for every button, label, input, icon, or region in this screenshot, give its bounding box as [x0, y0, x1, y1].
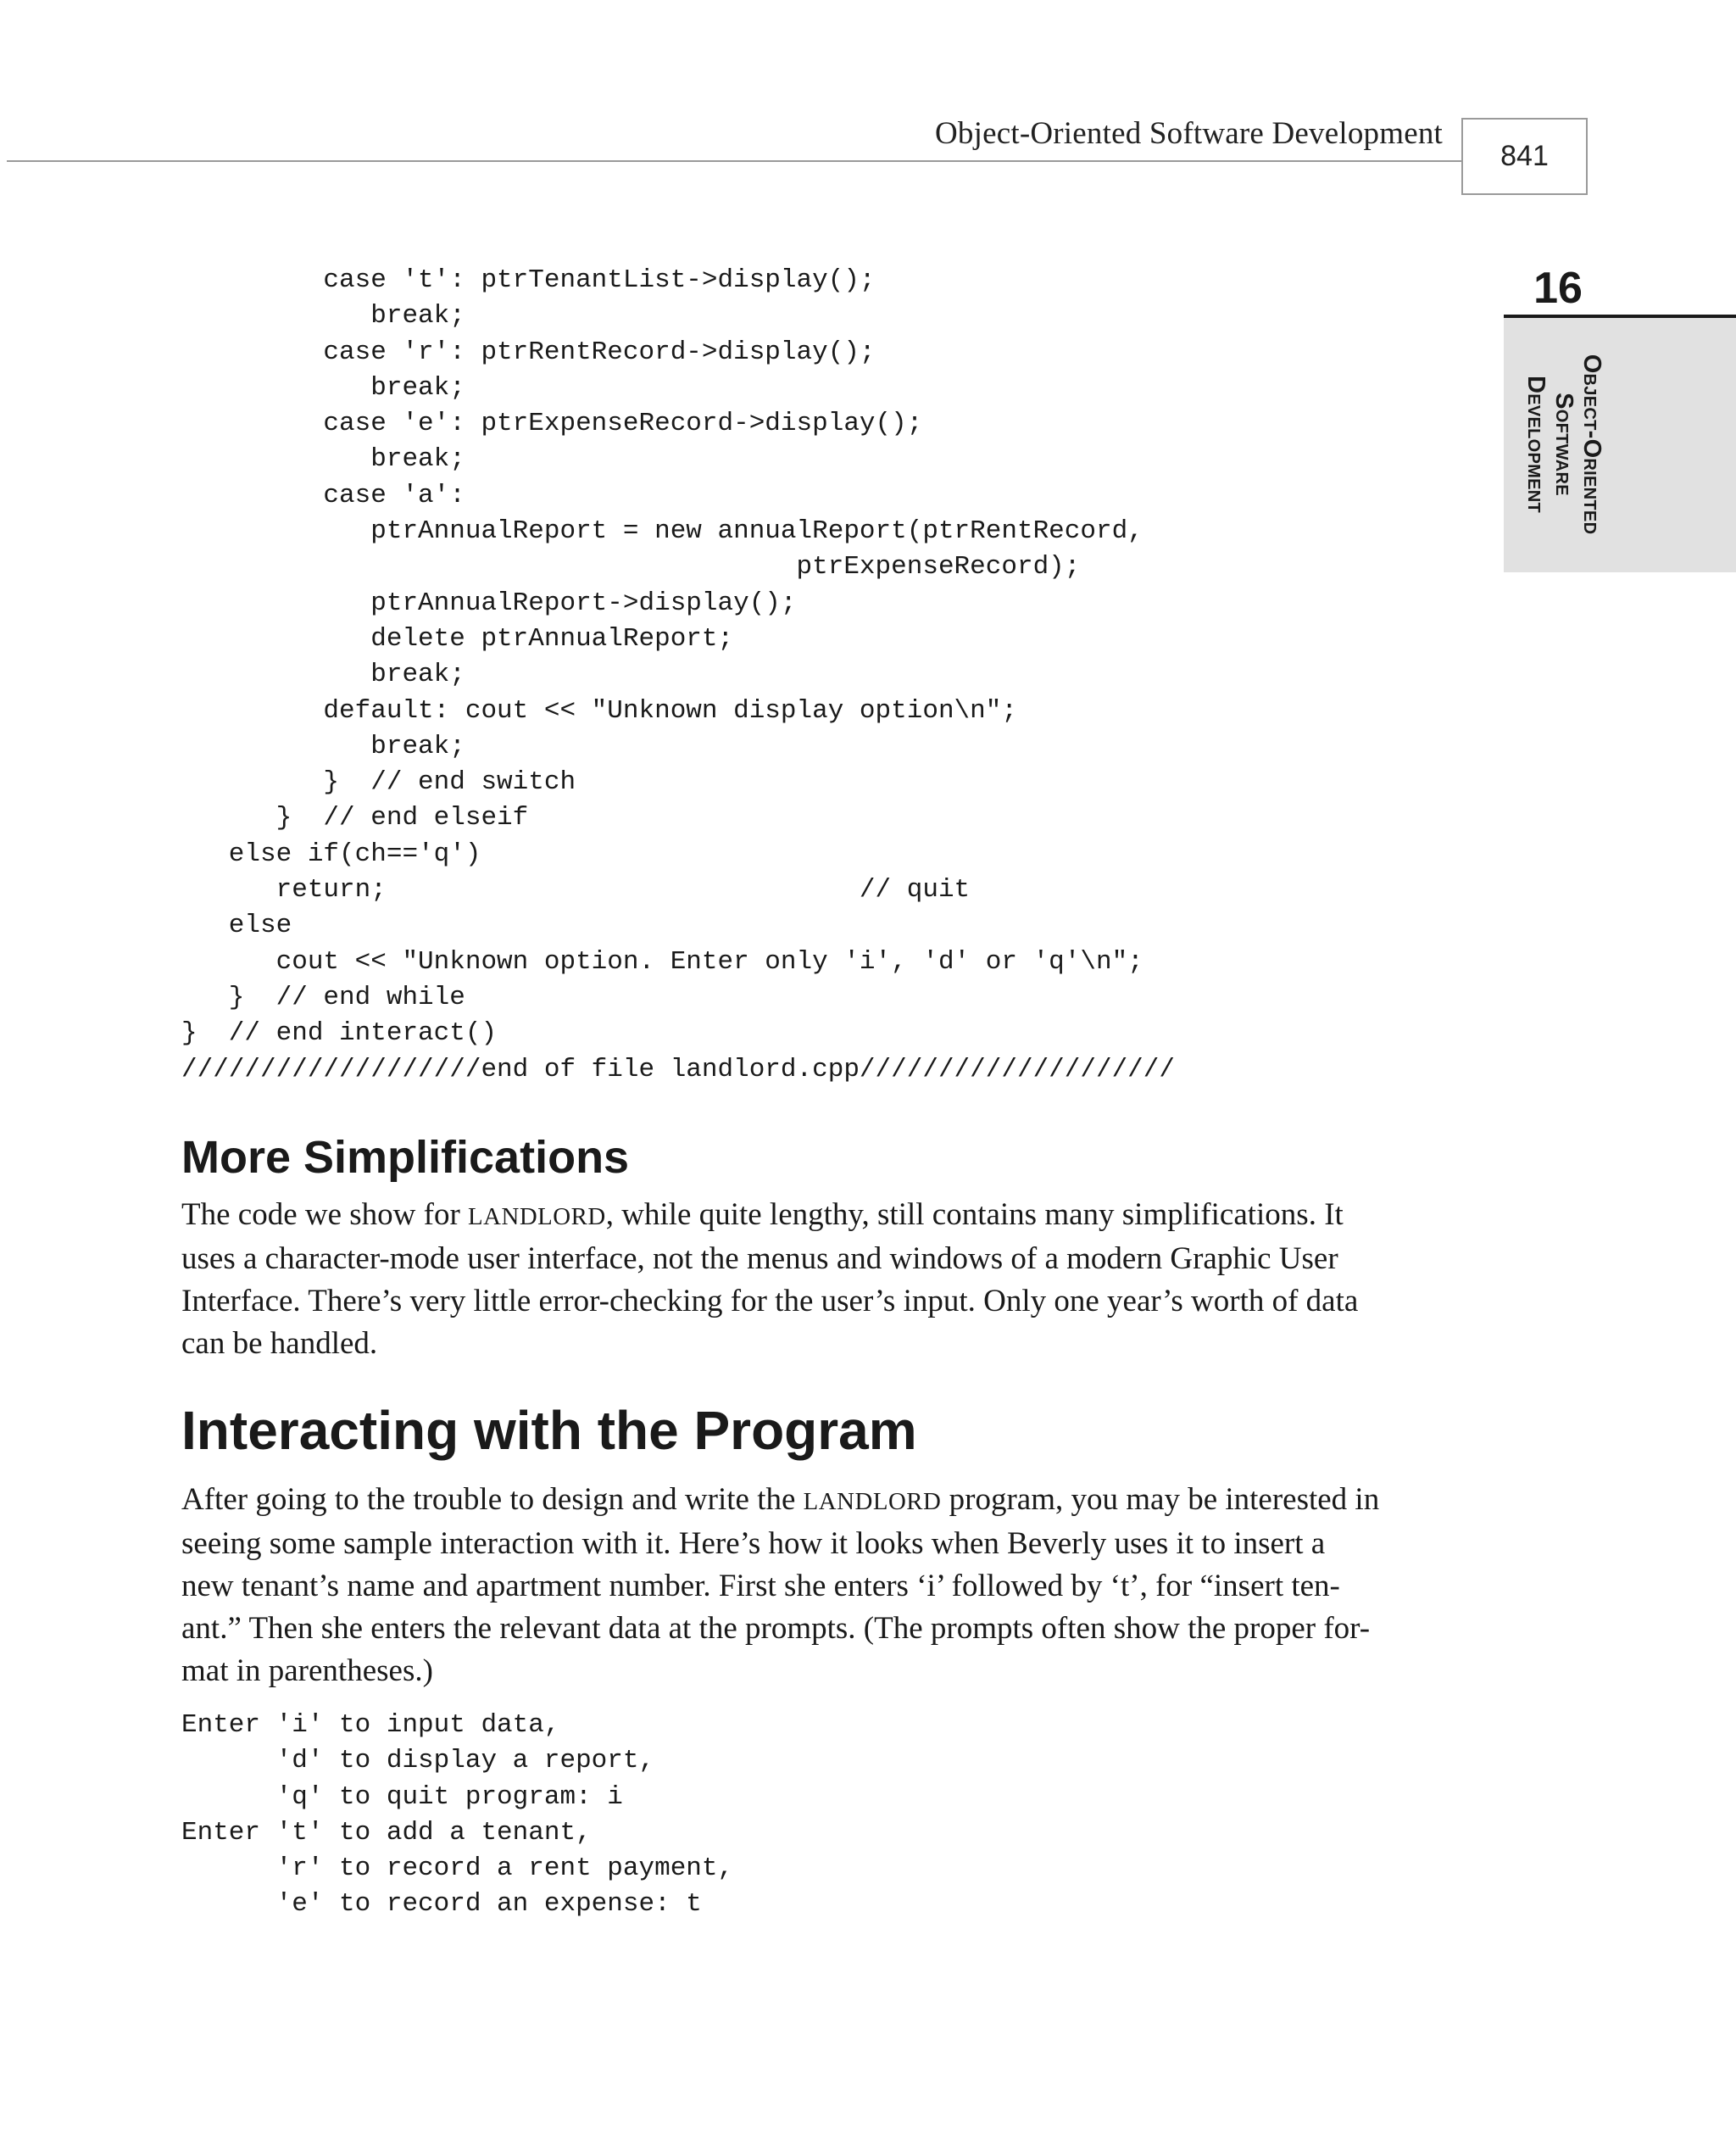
code-line: } // end interact(): [181, 1018, 498, 1049]
code-line: case 'e': ptrExpenseRecord->display();: [181, 409, 923, 439]
chapter-tab-title-line: Object-Oriented: [1578, 354, 1605, 535]
code-line: cout << "Unknown option. Enter only 'i', 'd' or 'q'\n";: [181, 946, 1143, 977]
code-line: break;: [181, 660, 465, 690]
code-line: return; // quit: [181, 875, 971, 906]
code-line: 'r' to record a rent payment,: [181, 1853, 734, 1884]
code-line: } // end while: [181, 982, 465, 1012]
program-name-smallcaps: LANDLORD: [803, 1488, 942, 1515]
code-listing-landlord-end: [181, 263, 1175, 1088]
code-line: break;: [181, 301, 465, 332]
page-number: 841: [1461, 118, 1588, 195]
section-heading-interacting: Interacting with the Program: [181, 1400, 917, 1461]
section-heading-more-simplifications: More Simplifications: [181, 1132, 630, 1183]
code-listing-sample-interaction: [181, 1708, 733, 1923]
code-line: } // end switch: [181, 767, 576, 798]
paragraph-line: uses a character-mode user interface, not the menus and windows of a modern Graphic User: [181, 1241, 1338, 1276]
paragraph-line: ant.” Then she enters the relevant data at the prompts. (The prompts often show the proper for-: [181, 1611, 1371, 1646]
paragraph-interacting: [181, 1479, 1444, 1692]
code-line: break;: [181, 372, 465, 403]
paragraph-line: can be handled.: [181, 1326, 378, 1361]
code-line: break;: [181, 731, 465, 761]
chapter-tab-title-line: Development: [1522, 375, 1550, 514]
code-line: ptrExpenseRecord);: [181, 552, 1081, 582]
paragraph-line: The code we show for LANDLORD, while quite lengthy, still contains many simplifications. It: [181, 1197, 1344, 1232]
code-line: ///////////////////end of file landlord.cpp////////////////////: [181, 1054, 1175, 1084]
code-line: 'd' to display a report,: [181, 1746, 655, 1776]
code-line: else: [181, 911, 292, 941]
code-line: } // end elseif: [181, 803, 529, 833]
code-line: case 't': ptrTenantList->display();: [181, 265, 876, 295]
code-line: 'e' to record an expense: t: [181, 1889, 702, 1920]
code-line: else if(ch=='q'): [181, 839, 481, 869]
program-name-smallcaps: LANDLORD: [468, 1203, 606, 1230]
code-line: case 'a':: [181, 480, 465, 510]
code-line: ptrAnnualReport->display();: [181, 588, 797, 618]
code-line: default: cout << "Unknown display option\n";: [181, 695, 1017, 726]
code-line: Enter 't' to add a tenant,: [181, 1817, 592, 1848]
paragraph-line: seeing some sample interaction with it. Here’s how it looks when Beverly uses it to insert a: [181, 1526, 1326, 1561]
paragraph-more-simplifications: [181, 1194, 1444, 1365]
header-rule: [7, 160, 1461, 162]
paragraph-line: new tenant’s name and apartment number. First she enters ‘i’ followed by ‘t’, for “insert ten-: [181, 1569, 1340, 1603]
paragraph-line: Interface. There’s very little error-checking for the user’s input. Only one year’s worth of data: [181, 1284, 1359, 1318]
paragraph-line: After going to the trouble to design and write the LANDLORD program, you may be interested in: [181, 1482, 1380, 1517]
chapter-number: 16: [1533, 264, 1583, 313]
code-line: ptrAnnualReport = new annualReport(ptrRentRecord,: [181, 516, 1143, 547]
code-line: break;: [181, 444, 465, 475]
code-line: Enter 'i' to input data,: [181, 1710, 560, 1740]
chapter-tab-title-line: Software: [1550, 393, 1577, 496]
running-header-title: Object-Oriented Software Development: [935, 116, 1443, 151]
chapter-tab-title: [1521, 329, 1605, 560]
code-line: case 'r': ptrRentRecord->display();: [181, 337, 876, 367]
paragraph-line: mat in parentheses.): [181, 1653, 433, 1688]
code-line: 'q' to quit program: i: [181, 1781, 623, 1812]
code-line: delete ptrAnnualReport;: [181, 623, 734, 654]
